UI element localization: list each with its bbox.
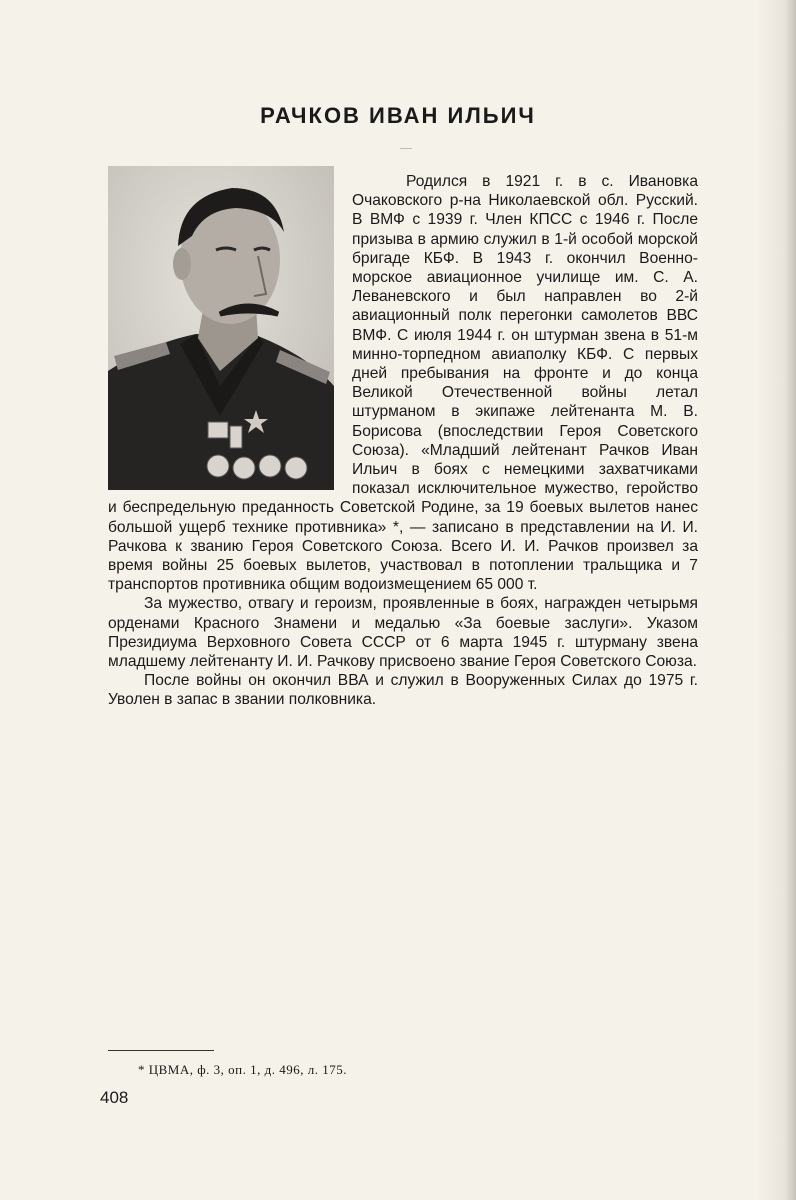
biography-text [108, 172, 698, 710]
page-edge-shadow [756, 0, 796, 1200]
paragraph-1: Родился в 1921 г. в с. Ивановка Очаковского р-на Николаевской обл. Русский. В ВМФ с 1939 г. Член КПСС с 1946 г. После призыва в армию служил в 1-й особой морской бригаде КБФ. В 1943 г. окончил Военно-морское авиационное училище им. С. А. Леваневского и был направлен во 2-й авиационный полк перегонки самолетов ВВС ВМФ. С июля 1944 г. он штурман звена в 51-м минно-торпедном авиаполку КБФ. С первых дней пребывания на фронте и до конца Великой Отечественной войны летал штурманом в экипаже лейтенанта М. В. Борисова (впоследствии Героя Советского Союза). «Младший лейтенант Рачков Иван Ильич в боях с немецкими захватчиками показал исключительное мужество, геройство и беспредельную преданность Советской Родине, за 19 боевых вылетов нанес большой ущерб технике противника» *, — записано в представлении на И. И. Рачкова к званию Героя Советского Союза. Всего И. И. Рачков произвел за время войны 25 боевых вылетов, участвовал в потоплении тральщика и 7 транспортов противника общим водоизмещением 65 000 т. [108, 173, 698, 594]
portrait-spacer [108, 172, 352, 490]
footnote-rule [108, 1050, 214, 1051]
paragraph-2: За мужество, отвагу и героизм, проявленные в боях, награжден четырьмя орденами Красного Знамени и медалью «За боевые заслуги». Указом Президиума Верховного Совета СССР от 6 марта 1945 г. штурману звена младшему лейтенанту И. И. Рачкову присвоено звание Героя Советского Союза. [108, 595, 698, 671]
page-number: 408 [100, 1088, 129, 1107]
page-title: РАЧКОВ ИВАН ИЛЬИЧ [260, 102, 536, 128]
title-divider [400, 148, 412, 149]
footnote: * ЦВМА, ф. 3, оп. 1, д. 496, л. 175. [138, 1062, 347, 1077]
paragraph-3: После войны он окончил ВВА и служил в Вооруженных Силах до 1975 г. Уволен в запас в звании полковника. [108, 672, 698, 709]
